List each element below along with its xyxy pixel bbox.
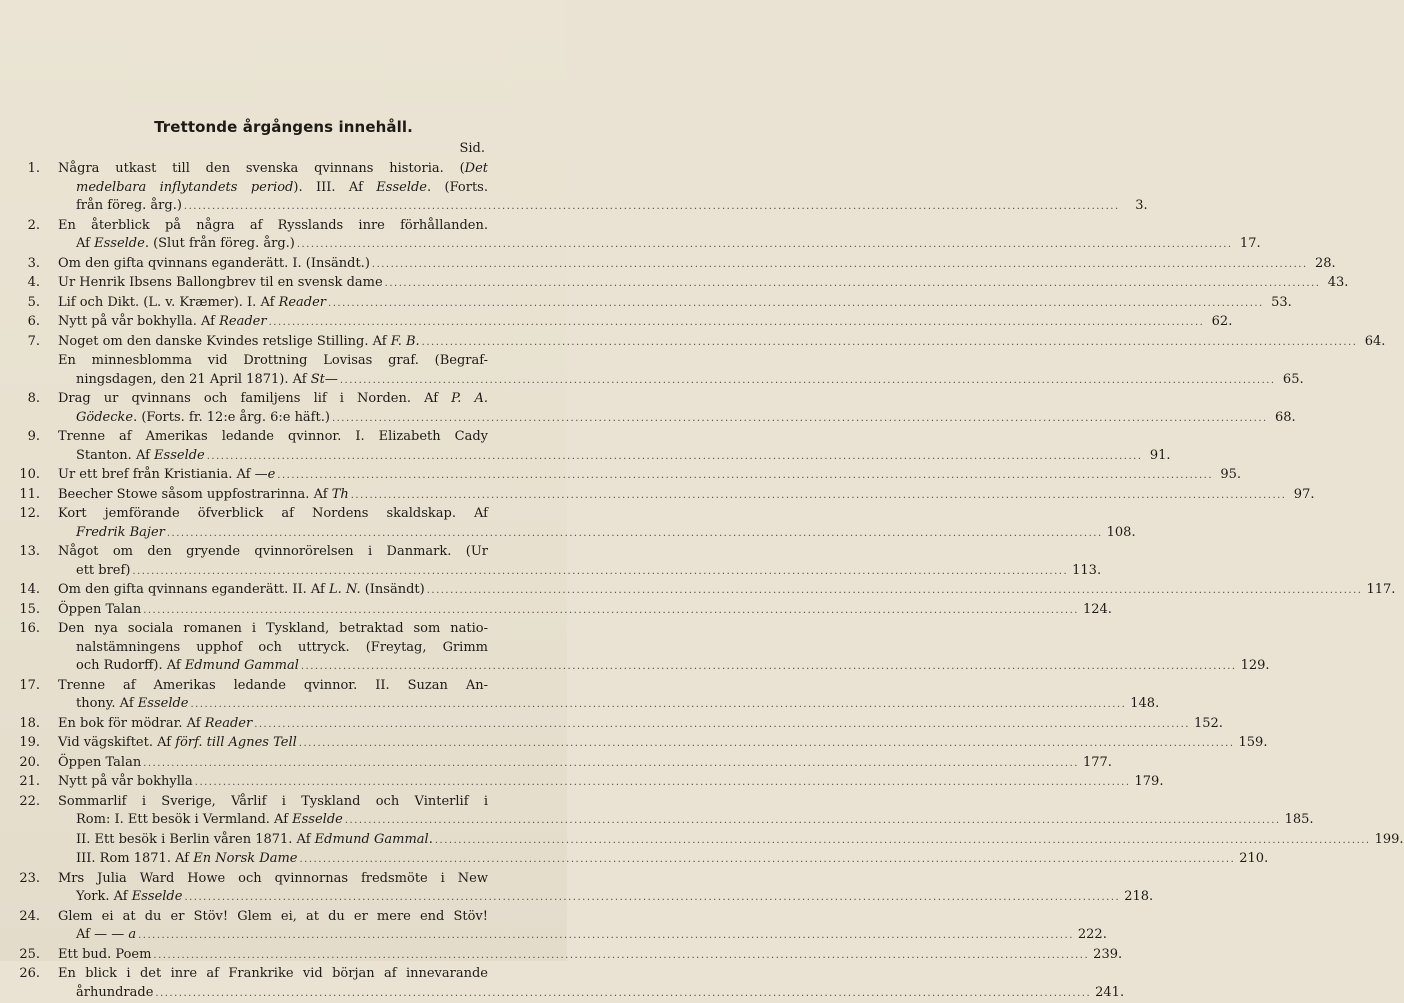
entry-line [0,773,488,793]
entry-number: 20. [0,754,40,773]
entry-line [0,754,488,774]
toc-entry [0,352,567,390]
page-number: 65. [1280,371,1304,390]
leader-dots: ........................................................................................................................................................................................................ [345,812,1281,831]
leader-dots: ........................................................................................................................................................................................................ [372,256,1308,275]
entry-number: 25. [0,946,40,965]
entry-line [0,217,488,236]
entry-text: Trenne af Amerikas ledande qvinnor. I. Elizabeth Cady [58,428,488,447]
entry-line [0,428,488,447]
entry-line [0,811,488,831]
entry-line [0,274,488,294]
entry-line [0,620,488,639]
page-number: 239. [1093,946,1117,965]
page-number: 129. [1241,657,1265,676]
entry-text: Nytt på vår bokhylla [58,773,193,792]
entry-line [0,333,488,353]
entry-text: En minnesblomma vid Drottning Lovisas graf. (Begraf- [58,352,488,371]
leader-dots: ........................................................................................................................................................................................................ [277,467,1213,486]
entry-text: Nytt på vår bokhylla. Af Reader [58,313,267,332]
leader-dots: ........................................................................................................................................................................................................ [184,198,1120,217]
entry-text: Öppen Talan [58,754,141,773]
entry-number: 21. [0,773,40,792]
entry-line [0,715,488,735]
page-number: 28. [1312,255,1336,274]
entry-line [0,831,488,851]
entry-number: 1. [0,160,40,179]
toc-entry [0,793,567,870]
entry-text: Trenne af Amerikas ledande qvinnor. II. Suzan An- [58,677,488,696]
toc-entry [0,946,567,966]
entry-number: 12. [0,505,40,524]
page-number: 179. [1135,773,1159,792]
page-number: 124. [1083,601,1107,620]
entry-text: Kort jemförande öfverblick af Nordens skaldskap. Af [58,505,488,524]
leader-dots: ........................................................................................................................................................................................................ [254,716,1190,735]
leader-dots: ........................................................................................................................................................................................................ [167,525,1103,544]
entry-line [0,734,488,754]
entry-line [0,486,488,506]
entry-line [0,313,488,333]
entry-text: III. Rom 1871. Af En Norsk Dame [76,850,298,869]
entry-line [0,466,488,486]
page-number: 159. [1239,734,1263,753]
page-number: 177. [1083,754,1107,773]
entry-text: Mrs Julia Ward Howe och qvinnornas fredsmöte i New [58,870,488,889]
page-number: 53. [1268,294,1292,313]
page-number: 62. [1208,313,1232,332]
entry-line [0,235,488,255]
entry-text: ningsdagen, den 21 April 1871). Af St— [76,371,338,390]
toc-entry [0,274,567,294]
entry-number: 22. [0,793,40,812]
leader-dots: ........................................................................................................................................................................................................ [427,582,1363,601]
entry-text: En bok för mödrar. Af Reader [58,715,252,734]
entry-line [0,294,488,314]
entry-number: 23. [0,870,40,889]
page-number: 91. [1147,447,1171,466]
entry-line [0,562,488,582]
toc-entry [0,428,567,466]
toc-entry [0,390,567,428]
entry-text: Gödecke. (Forts. fr. 12:e årg. 6:e häft.) [76,409,330,428]
entry-number: 10. [0,466,40,485]
toc-entry [0,505,567,543]
entry-text: medelbara inflytandets period). III. Af Esselde. (Forts. [76,179,488,198]
entry-text: Beecher Stowe såsom uppfostrarinna. Af Th [58,486,349,505]
leader-dots: ........................................................................................................................................................................................................ [299,735,1235,754]
entry-number: 4. [0,274,40,293]
entry-line [0,409,488,429]
entry-number: 19. [0,734,40,753]
entry-line [0,850,488,870]
entry-line [0,179,488,198]
entry-text: århundrade [76,984,153,1003]
entry-line [0,447,488,467]
entry-number: 8. [0,390,40,409]
entry-line [0,984,488,1003]
page-number: 64. [1361,333,1385,352]
entry-number: 5. [0,294,40,313]
entry-text: En återblick på några af Rysslands inre förhållanden. [58,217,488,236]
leader-dots: ........................................................................................................................................................................................................ [195,774,1131,793]
entry-line [0,255,488,275]
page-number: 185. [1285,811,1309,830]
entry-text: Drag ur qvinnans och familjens lif i Norden. Af P. A. [58,390,488,409]
entry-text: Ur Henrik Ibsens Ballongbrev til en svensk dame [58,274,383,293]
leader-dots: ........................................................................................................................................................................................................ [301,658,1237,677]
entry-text: Ett bud. Poem [58,946,151,965]
page-number: 241. [1095,984,1119,1003]
entry-text: Om den gifta qvinnans eganderätt. I. (Insändt.) [58,255,370,274]
leader-dots: ........................................................................................................................................................................................................ [132,563,1068,582]
entry-line [0,505,488,524]
entry-line [0,695,488,715]
entry-text: Af — — a [76,926,136,945]
entry-number: 3. [0,255,40,274]
leader-dots: ........................................................................................................................................................................................................ [328,295,1264,314]
entry-text: Stanton. Af Esselde [76,447,205,466]
entry-text: och Rudorff). Af Edmund Gammal [76,657,299,676]
entry-line [0,870,488,889]
entry-number: 26. [0,965,40,984]
leader-dots: ........................................................................................................................................................................................................ [138,927,1074,946]
toc-entry [0,870,567,908]
entry-text: Rom: I. Ett besök i Vermland. Af Esselde [76,811,343,830]
entry-number: 16. [0,620,40,639]
page-number: 108. [1107,524,1131,543]
toc-entry [0,677,567,715]
toc-entry [0,294,567,314]
entry-text: från föreg. årg.) [76,197,182,216]
entry-number: 15. [0,601,40,620]
toc-entry [0,773,567,793]
entry-number: 18. [0,715,40,734]
toc-entry [0,601,567,621]
entry-line [0,677,488,696]
leader-dots: ........................................................................................................................................................................................................ [269,314,1205,333]
leader-dots: ........................................................................................................................................................................................................ [340,372,1276,391]
entry-line [0,601,488,621]
entry-text: Fredrik Bajer [76,524,165,543]
entry-number: 24. [0,908,40,927]
entry-number: 7. [0,333,40,352]
entry-text: Af Esselde. (Slut från föreg. årg.) [76,235,295,254]
page-column-label: Sid. [459,141,485,156]
page-number: 152. [1194,715,1218,734]
entry-text: En blick i det inre af Frankrike vid början af innevarande [58,965,488,984]
entry-text: Något om den gryende qvinnorörelsen i Danmark. (Ur [58,543,488,562]
entry-line [0,524,488,544]
entry-text: Om den gifta qvinnans eganderätt. II. Af L. N. (Insändt) [58,581,425,600]
entry-line [0,352,488,371]
toc-entry [0,313,567,333]
entry-text: ett bref) [76,562,130,581]
entry-number: 17. [0,677,40,696]
entry-number: 6. [0,313,40,332]
toc-entry [0,160,567,217]
entry-text: Vid vägskiftet. Af förf. till Agnes Tell [58,734,297,753]
leader-dots: ........................................................................................................................................................................................................ [435,832,1371,851]
entry-line [0,657,488,677]
leader-dots: ........................................................................................................................................................................................................ [153,947,1089,966]
entry-line [0,926,488,946]
toc-entry [0,333,567,353]
leader-dots: ........................................................................................................................................................................................................ [207,448,1143,467]
toc-entry [0,715,567,735]
page-number: 97. [1290,486,1314,505]
entry-number: 9. [0,428,40,447]
entry-text: Några utkast till den svenska qvinnans historia. (Det [58,160,488,179]
entry-line [0,390,488,409]
entry-text: Den nya sociala romanen i Tyskland, betraktad som natio- [58,620,488,639]
entry-number: 2. [0,217,40,236]
page-number: 43. [1324,274,1348,293]
toc-entry [0,734,567,754]
entry-line [0,543,488,562]
page-number: 210. [1239,850,1263,869]
entry-line [0,793,488,812]
entry-line [0,888,488,908]
page-title: Trettonde årgångens innehåll. [0,118,567,136]
entry-line [0,371,488,391]
leader-dots: ........................................................................................................................................................................................................ [297,236,1233,255]
leader-dots: ........................................................................................................................................................................................................ [385,275,1321,294]
page-number: 113. [1072,562,1096,581]
page-number: 218. [1124,888,1148,907]
page-number: 222. [1078,926,1102,945]
entry-text: thony. Af Esselde [76,695,189,714]
entry-line [0,581,488,601]
page-number: 68. [1272,409,1296,428]
leader-dots: ........................................................................................................................................................................................................ [143,602,1079,621]
toc-entry [0,217,567,255]
toc-entry [0,466,567,486]
toc-entry [0,908,567,946]
toc-entry [0,255,567,275]
page-number: 17. [1237,235,1261,254]
entry-text: Glem ei at du er Stöv! Glem ei, at du er mere end Stöv! [58,908,488,927]
entry-number: 11. [0,486,40,505]
entry-text: nalstämningens upphof och uttryck. (Freytag, Grimm [76,639,488,658]
entry-text: II. Ett besök i Berlin våren 1871. Af Edmund Gammal. [76,831,433,850]
entry-text: Sommarlif i Sverige, Vårlif i Tyskland och Vinterlif i [58,793,488,812]
toc-entry [0,486,567,506]
toc-entry [0,754,567,774]
entry-line [0,946,488,966]
leader-dots: ........................................................................................................................................................................................................ [332,410,1268,429]
entry-line [0,908,488,927]
leader-dots: ........................................................................................................................................................................................................ [184,889,1120,908]
entry-text: York. Af Esselde [76,888,182,907]
leader-dots: ........................................................................................................................................................................................................ [351,487,1287,506]
page-number: 3. [1124,197,1148,216]
page-number: 117. [1366,581,1390,600]
entry-line [0,639,488,658]
entry-line [0,965,488,984]
entry-number: 13. [0,543,40,562]
leader-dots: ........................................................................................................................................................................................................ [143,755,1079,774]
toc-entry [0,581,567,601]
entry-text: Lif och Dikt. (L. v. Kræmer). I. Af Reader [58,294,326,313]
toc-entry [0,620,567,677]
page-number: 148. [1130,695,1154,714]
entry-line [0,160,488,179]
entry-text: Noget om den danske Kvindes retslige Stilling. Af F. B. [58,333,420,352]
leader-dots: ........................................................................................................................................................................................................ [155,985,1091,1003]
toc-entry [0,543,567,581]
leader-dots: ........................................................................................................................................................................................................ [300,851,1236,870]
table-of-contents [0,160,567,1003]
entry-text: Ur ett bref från Kristiania. Af —e [58,466,275,485]
leader-dots: ........................................................................................................................................................................................................ [191,696,1127,715]
entry-number: 14. [0,581,40,600]
page-number: 95. [1217,466,1241,485]
entry-text: Öppen Talan [58,601,141,620]
document-page [0,0,567,961]
page-number: 199. [1375,831,1399,850]
leader-dots: ........................................................................................................................................................................................................ [422,334,1358,353]
entry-line [0,197,488,217]
toc-entry [0,965,567,1003]
